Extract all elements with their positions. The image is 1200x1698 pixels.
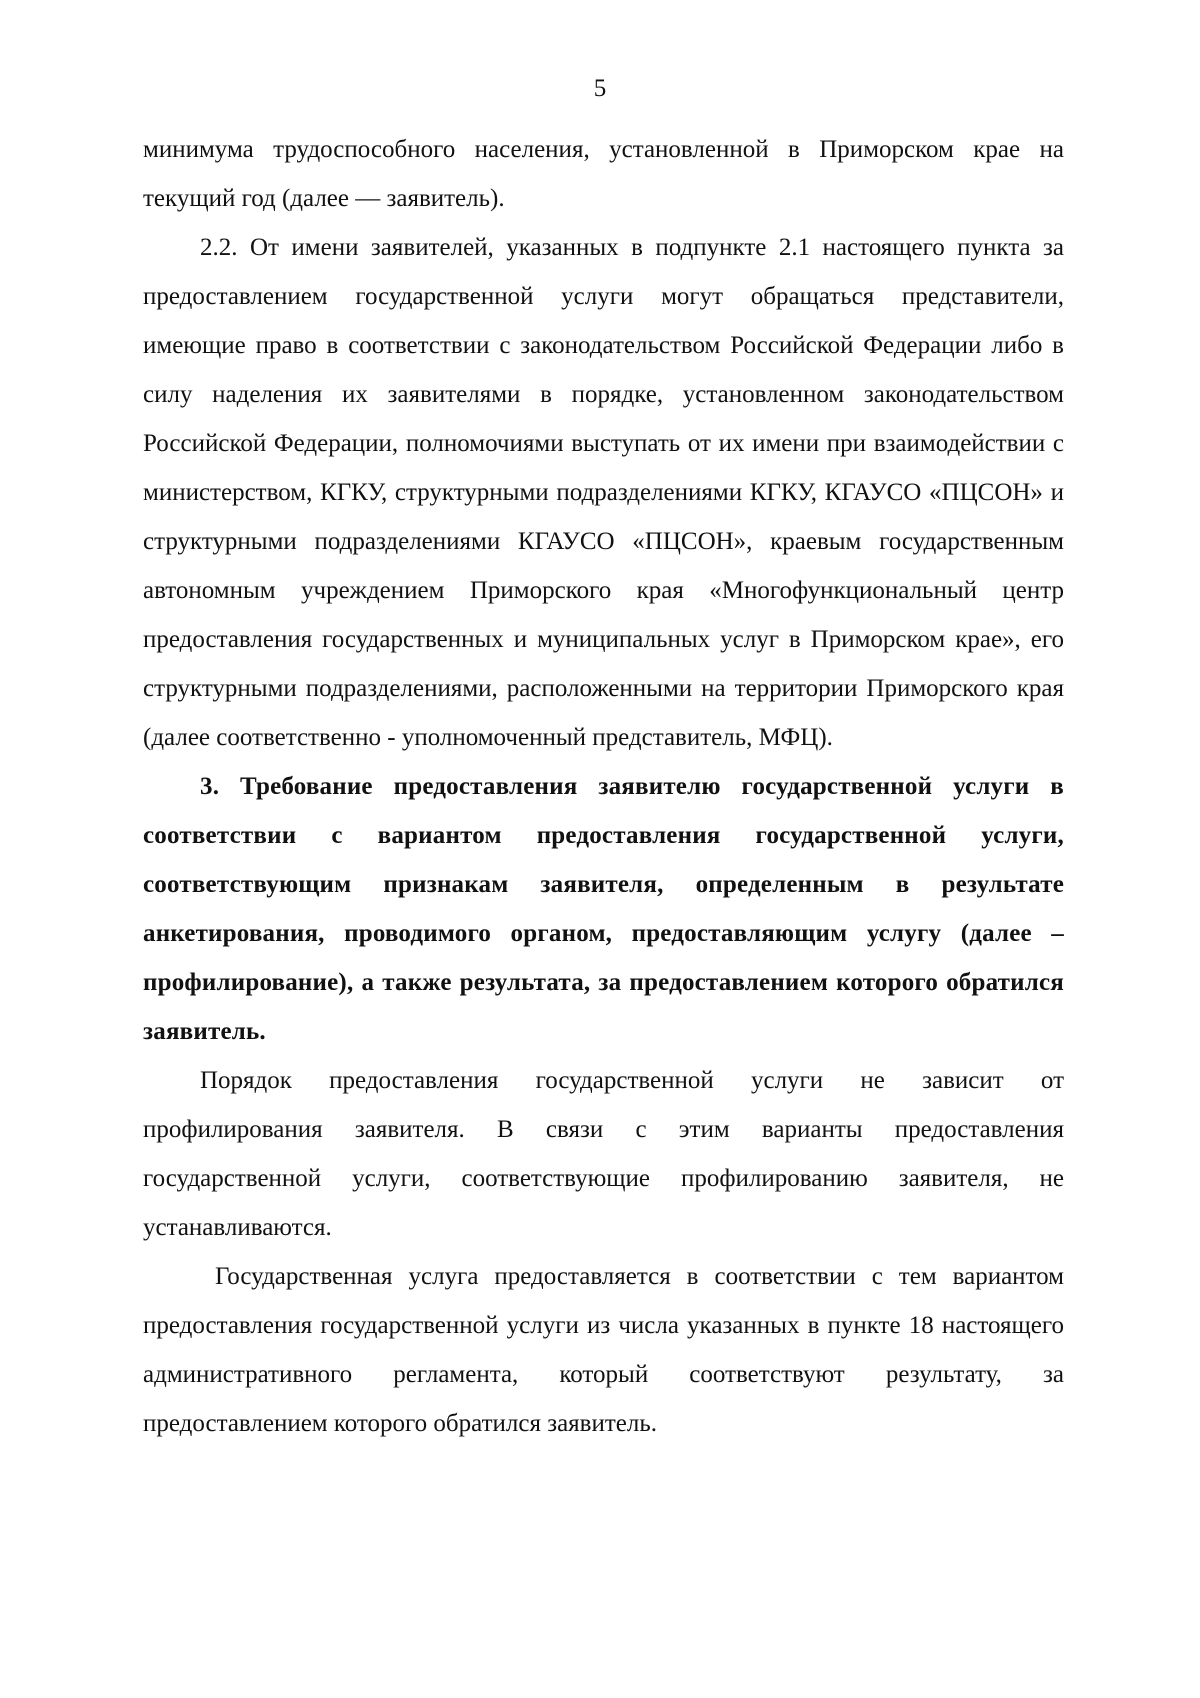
section-heading-3: 3. Требование предоставления заявителю государственной услуги в соответствии с вариантом предоставления государственной услуги, соответствующим признакам заявителя, определенным в результате анкетирования, проводимого органом, предоставляющим услугу (далее – профилирование), а также результата, за предоставлением которого обратился заявитель. [143,773,1064,1045]
document-body [143,125,1064,1448]
paragraph-profiling: Порядок предоставления государственной услуги не зависит от профилирования заявителя. В связи с этим варианты предоставления государственной услуги, соответствующие профилированию заявителя, не устанавливаются. [143,1067,1064,1241]
page-number: 5 [593,75,607,102]
paragraph-2-2: 2.2. От имени заявителей, указанных в подпункте 2.1 настоящего пункта за предоставлением государственной услуги могут обращаться представители, имеющие право в соответствии с законодательством Российской Федерации либо в силу наделения их заявителями в порядке, установленном законодательством Российской Федерации, полномочиями выступать от их имени при взаимодействии с министерством, КГКУ, структурными подразделениями КГКУ, КГАУСО «ПЦСОН» и структурными подразделениями КГАУСО «ПЦСОН», краевым государственным автономным учреждением Приморского края «Многофункциональный центр предоставления государственных и муниципальных услуг в Приморском крае», его структурными подразделениями, расположенными на территории Приморского края (далее соответственно - уполномоченный представитель, МФЦ). [143,234,1064,751]
paragraph-service-variant: Государственная услуга предоставляется в соответствии с тем вариантом предоставления государственной услуги из числа указанных в пункте 18 настоящего административного регламента, который соответствуют результату, за предоставлением которого обратился заявитель. [143,1263,1064,1437]
paragraph-continuation: минимума трудоспособного населения, установленной в Приморском крае на текущий год (далее — заявитель). [143,136,1064,212]
